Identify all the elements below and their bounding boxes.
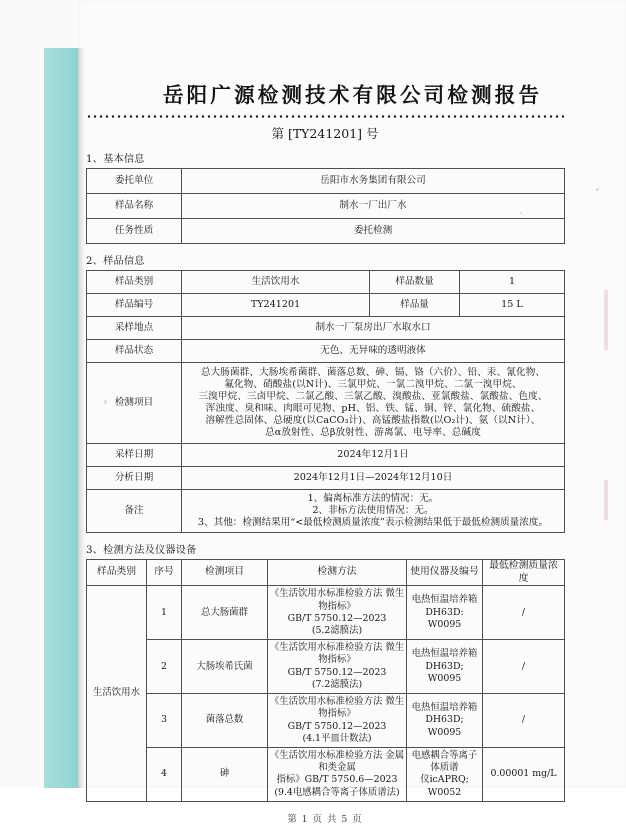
row-detection-limit: / [483,640,565,694]
sample-quantity-value: 1 [460,271,565,294]
sampling-date-value: 2024年12月1日 [182,443,565,466]
instrument-line: W0095 [427,618,462,630]
sample-info-table [86,270,565,533]
sample-amount-label: 样品量 [370,294,460,317]
instrument-line: 电热恒温培养箱 [411,702,478,714]
row-test-method [268,640,407,694]
test-items-line: 三溴甲烷、三卤甲烷、二氯乙酸、三氯乙酸、溴酸盐、亚氯酸盐、氯酸盐、色度、 [198,390,548,402]
row-no: 4 [147,747,182,801]
row-test-item: 菌落总数 [182,694,268,748]
page-title: 岳阳广源检测技术有限公司检测报告 [162,83,543,107]
instrument-line: DH63D: [425,606,464,618]
basic-info-label-2: 任务性质 [87,219,182,244]
table-row [87,640,565,694]
basic-info-value-1: 制水一厂出厂水 [182,194,565,219]
table-row [87,271,565,294]
basic-info-label-0: 委托单位 [87,169,182,194]
row-instrument [407,747,483,801]
instrument-line: W0052 [427,786,462,798]
test-items-label: 检测项目 [87,363,182,444]
table-row [87,169,565,194]
basic-info-table [86,168,565,244]
table-row [87,317,565,340]
row-instrument [407,640,483,694]
table-row [87,363,565,444]
test-items-line: 氟化物、硝酸盐(以N计)、三氯甲烷、一氯二溴甲烷、二氯一溴甲烷、 [224,378,522,390]
method-line: (7.2滤膜法) [311,678,363,690]
sampling-location-label: 采样地点 [87,317,182,340]
instrument-line: 电热恒温培养箱 [411,594,478,606]
row-test-method [268,586,407,640]
col-header-sample-type: 样品类别 [87,559,147,585]
table-header-row [87,559,565,585]
sample-status-value: 无色、无异味的透明液体 [182,340,565,363]
method-line: 《生活饮用水标准检验方法 微生物指标》 [269,588,405,612]
table-row [87,219,565,244]
col-header-test-item: 检测项目 [182,559,268,585]
instrument-line: 电热恒温培养箱 [411,648,478,660]
col-header-instrument: 使用仪器及编号 [407,559,483,585]
method-line: (5.2滤膜法) [311,624,363,636]
test-items-line: 总大肠菌群、大肠埃希菌群、菌落总数、砷、镉、铬（六价）、铅、汞、氰化物、 [200,367,546,378]
instrument-line: DH63D; [425,660,464,672]
method-line: 《生活饮用水标准检验方法 微生物指标》 [269,696,405,720]
sample-number-value: TY241201 [182,294,370,317]
remark-value [182,489,565,532]
instrument-line: 电感耦合等离子体质谱 [411,749,478,774]
row-instrument [407,694,483,748]
table-row [87,694,565,748]
sample-number-label: 样品编号 [87,294,182,317]
test-items-line: 总α放射性、总β放射性、游离氯、电导率、总碱度 [265,426,481,438]
methods-sample-type: 生活饮用水 [87,586,147,802]
row-no: 3 [147,694,182,748]
table-row [87,466,565,489]
table-row [87,489,565,532]
table-row [87,747,565,801]
method-line: 指标》GB/T 5750.6—2023 [276,774,398,786]
instrument-line: 仪icAPRQ; [420,774,469,786]
row-test-item: 大肠埃希氏菌 [182,640,268,694]
table-row [87,294,565,317]
method-line: GB/T 5750.12—2023 [287,666,387,678]
col-header-no: 序号 [147,559,182,585]
col-header-detection-limit: 最低检测质量浓度 [483,559,565,585]
row-instrument [407,586,483,640]
basic-info-value-0: 岳阳市水务集团有限公司 [182,169,565,194]
table-row [87,340,565,363]
method-line: GB/T 5750.12—2023 [287,720,387,732]
title-divider [86,115,564,118]
sample-status-label: 样品状态 [87,340,182,363]
row-no: 2 [147,640,182,694]
page-left-gutter [0,0,44,788]
method-line: (4.1平皿计数法) [302,732,372,744]
instrument-line: DH63D; [425,714,464,726]
instrument-line: W0095 [427,672,462,684]
section-heading-basic-info: 1、基本信息 [86,154,145,165]
row-detection-limit: / [483,586,565,640]
method-line: (9.4电感耦合等离子体质谱法) [274,786,400,798]
analysis-date-label: 分析日期 [87,466,182,489]
basic-info-value-2: 委托检测 [182,219,565,244]
row-test-method [268,694,407,748]
sampling-location-value: 制水一厂泵房出厂水取水口 [182,317,565,340]
remark-line: 2、非标方法使用情况：无。 [312,504,434,516]
test-items-line: 溶解性总固体、总硬度(以CaCO₃计)、高锰酸盐指数(以O₂计)、氨（以N计）、 [205,414,541,426]
row-test-item: 总大肠菌群 [182,586,268,640]
sample-amount-value: 15 L [460,294,565,317]
instrument-line: W0095 [427,726,462,738]
row-test-method [268,747,407,801]
section-heading-sample-info: 2、样品信息 [86,256,145,267]
page-footer: 第 1 页 共 5 页 [287,813,363,825]
method-line: GB/T 5750.12—2023 [287,612,387,624]
row-no: 1 [147,586,182,640]
row-test-item: 砷 [182,747,268,801]
remark-line: 3、其他：检测结果用“<最低检测质量浓度”表示检测结果低于最低检测质量浓度。 [197,516,549,528]
sample-quantity-label: 样品数量 [370,271,460,294]
table-row [87,443,565,466]
table-row [87,586,565,640]
table-row [87,194,565,219]
row-detection-limit: / [483,694,565,748]
analysis-date-value: 2024年12月1日—2024年12月10日 [182,466,565,489]
remark-line: 1、偏离标准方法的情况：无。 [307,492,439,504]
remark-label: 备注 [87,489,182,532]
document-number: 第 [TY241201] 号 [271,126,379,141]
sampling-date-label: 采样日期 [87,443,182,466]
report-content [86,0,616,825]
binding-shadow [78,48,85,788]
sample-category-value: 生活饮用水 [182,271,370,294]
methods-equipment-table [86,559,565,802]
test-items-value [182,363,565,444]
method-line: 《生活饮用水标准检验方法 金属和类金属 [269,749,405,774]
test-items-line: 浑浊度、臭和味、肉眼可见物、pH、铝、铁、锰、铜、锌、氯化物、硫酸盐、 [205,402,541,414]
teal-binding-strip [44,48,78,788]
row-detection-limit: 0.00001 mg/L [483,747,565,801]
section-heading-methods: 3、检测方法及仪器设备 [86,544,197,556]
col-header-test-method: 检测方法 [268,559,407,585]
basic-info-label-1: 样品名称 [87,194,182,219]
sample-category-label: 样品类别 [87,271,182,294]
method-line: 《生活饮用水标准检验方法 微生物指标》 [269,642,405,666]
